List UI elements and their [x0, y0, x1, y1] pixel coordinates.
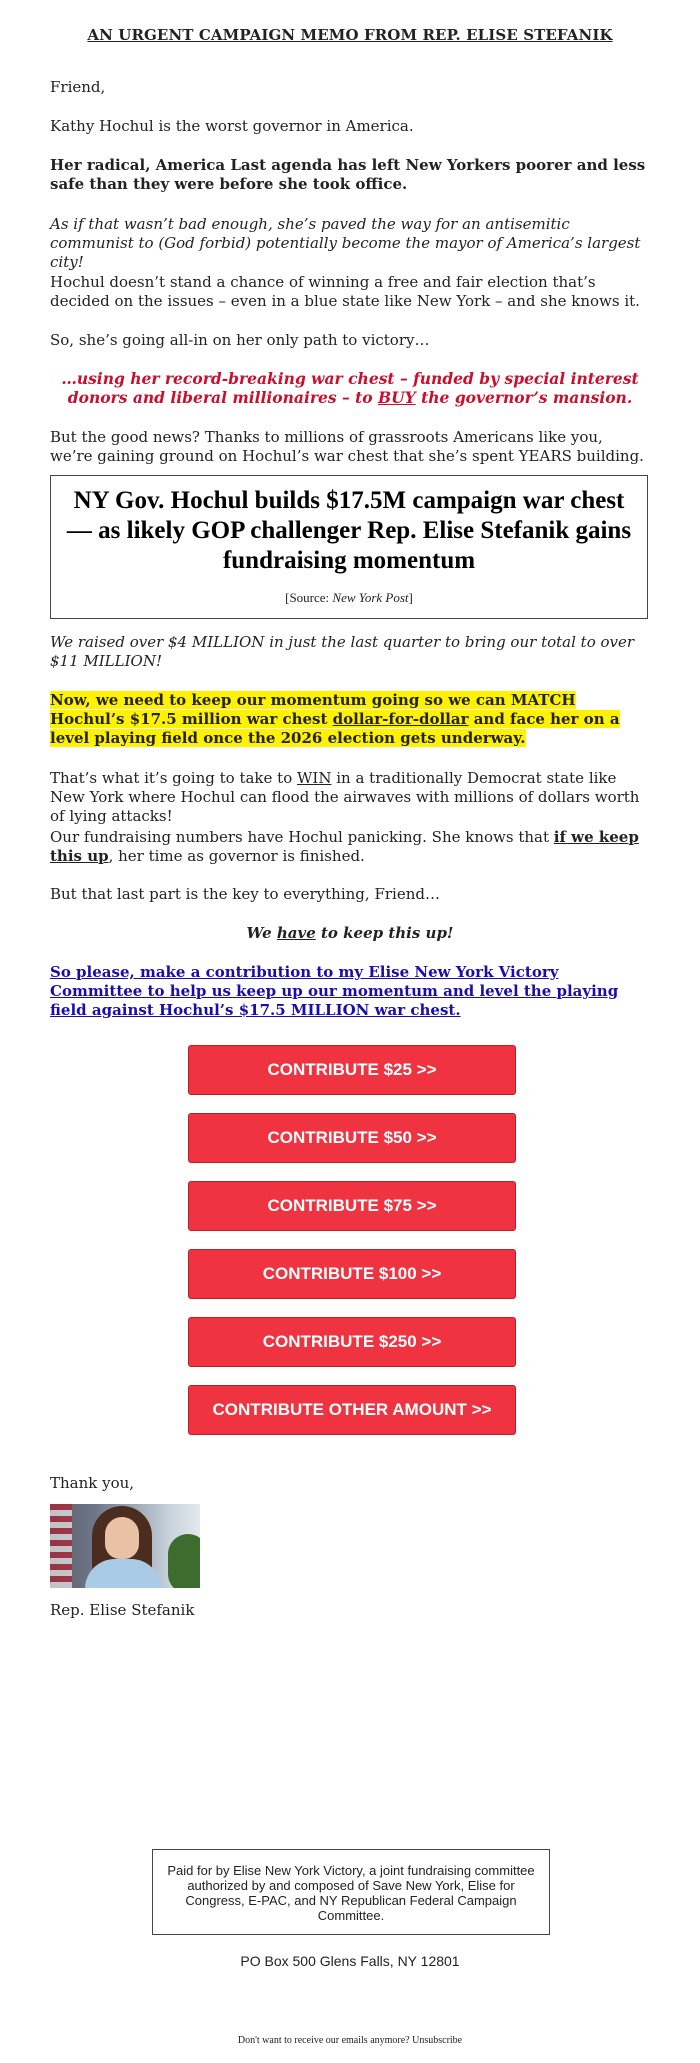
- paragraph-9: Our fundraising numbers have Hochul panicking. She knows that if we keep this up, her time as governor is finished.: [50, 828, 639, 865]
- paragraph-1: Kathy Hochul is the worst governor in America.: [50, 117, 414, 135]
- contribute-other-button[interactable]: CONTRIBUTE OTHER AMOUNT >>: [188, 1385, 516, 1435]
- contribute-50-button[interactable]: CONTRIBUTE $50 >>: [188, 1113, 516, 1163]
- disclaimer-box: [152, 1849, 550, 1935]
- unsubscribe-line: Don't want to receive our emails anymore? Unsubscribe: [237, 2035, 463, 2046]
- unsubscribe-link[interactable]: Unsubscribe: [412, 2035, 463, 2046]
- contribute-100-button[interactable]: CONTRIBUTE $100 >>: [188, 1249, 516, 1299]
- contribute-link[interactable]: So please, make a contribution to my Elise New York Victory Committee to help us keep up our momentum and level the playing field against Hochul’s $17.5 MILLION war chest.: [50, 963, 619, 1019]
- contribute-250-button[interactable]: CONTRIBUTE $250 >>: [188, 1317, 516, 1367]
- news-headline: NY Gov. Hochul builds $17.5M campaign war chest — as likely GOP challenger Rep. Elise Stefanik gains fundraising momentum: [66, 487, 632, 574]
- paragraph-10: But that last part is the key to everything, Friend…: [50, 885, 440, 903]
- red-callout: …using her record-breaking war chest – funded by special interest donors and liberal millionaires – to BUY the governor’s mansion.: [61, 369, 639, 407]
- mailing-address: PO Box 500 Glens Falls, NY 12801: [240, 1953, 460, 1969]
- paragraph-11: We have to keep this up!: [246, 924, 454, 942]
- signoff: Thank you,: [50, 1474, 135, 1492]
- contribute-25-button[interactable]: CONTRIBUTE $25 >>: [188, 1045, 516, 1095]
- memo-title: AN URGENT CAMPAIGN MEMO FROM REP. ELISE STEFANIK: [87, 26, 613, 44]
- candidate-photo: [50, 1504, 200, 1588]
- disclaimer-text: Paid for by Elise New York Victory, a joint fundraising committee authorized by and composed of Save New York, Elise for Congress, E-PAC, and NY Republican Federal Campaign Committee.: [167, 1863, 535, 1923]
- greeting: Friend,: [50, 78, 106, 96]
- paragraph-8: That’s what it’s going to take to WIN in a traditionally Democrat state like New York where Hochul can flood the airwaves with millions of dollars worth of lying attacks!: [50, 769, 640, 825]
- paragraph-3: As if that wasn’t bad enough, she’s paved the way for an antisemitic communist to (God forbid) potentially become the mayor of America’s largest city!: [50, 215, 641, 271]
- paragraph-6: But the good news? Thanks to millions of grassroots Americans like you, we’re gaining ground on Hochul’s war chest that she’s spent YEARS building.: [50, 428, 644, 465]
- highlight-paragraph: Now, we need to keep our momentum going so we can MATCH Hochul’s $17.5 million war chest dollar-for-dollar and face her on a level playing field once the 2026 election gets underway.: [50, 691, 620, 747]
- news-source: [Source: New York Post]: [285, 590, 413, 605]
- paragraph-7: We raised over $4 MILLION in just the last quarter to bring our total to over $11 MILLION!: [50, 633, 635, 670]
- news-headline-box: [50, 475, 648, 619]
- paragraph-5: So, she’s going all-in on her only path to victory…: [50, 331, 430, 349]
- paragraph-4: Hochul doesn’t stand a chance of winning a free and fair election that’s decided on the issues – even in a blue state like New York – and she knows it.: [50, 273, 640, 310]
- signature: Rep. Elise Stefanik: [50, 1601, 195, 1619]
- contribute-75-button[interactable]: CONTRIBUTE $75 >>: [188, 1181, 516, 1231]
- paragraph-2: Her radical, America Last agenda has left New Yorkers poorer and less safe than they were before she took office.: [50, 156, 646, 193]
